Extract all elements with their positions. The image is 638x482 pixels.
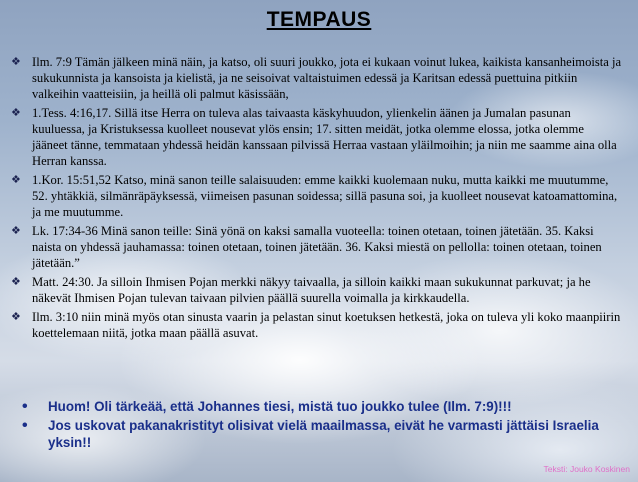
note-list: [22, 398, 612, 453]
note-text: Huom! Oli tärkeää, että Johannes tiesi, mistä tuo joukko tulee (Ilm. 7:9)!!!: [48, 399, 512, 414]
verse-text: Ilm. 7:9 Tämän jälkeen minä näin, ja katso, oli suuri joukko, jota ei kukaan voinut lukea, kaikista kansanheimoista ja sukukunnista ja kansoista ja kielistä, ja ne seisoivat valtaistuimen edessä ja Karitsan edessä puettuina pitkiin valkeihin vaatteisiin, ja heillä oli palmut käsissään,: [32, 55, 622, 101]
author-credit: Teksti: Jouko Koskinen: [543, 464, 630, 474]
verse-list: [10, 54, 622, 344]
verse-item: [10, 274, 622, 306]
verse-item: [10, 172, 622, 220]
diamond-bullet-icon: ❖: [11, 311, 21, 323]
verse-text: 1.Kor. 15:51,52 Katso, minä sanon teille salaisuuden: emme kaikki kuolemaan nuku, mutta kaikki me muutumme, 52. yhtäkkiä, silmänräpäyksessä, viimeisen pasunan soidessa; sillä pasuna soi, ja kuolleet nousevat katoamattomina, ja me muutumme.: [32, 173, 618, 219]
note-item: [22, 398, 612, 415]
dot-bullet-icon: •: [22, 398, 28, 415]
verse-item: [10, 54, 622, 102]
diamond-bullet-icon: ❖: [11, 174, 21, 186]
verse-text: 1.Tess. 4:16,17. Sillä itse Herra on tuleva alas taivaasta käskyhuudon, ylienkelin äänen ja Jumalan pasunan kuuluessa, ja Kristuksessa kuolleet nousevat ylös ensin; 17. sitten meidät, jotka olemme elossa, jotka olemme jääneet tänne, temmataan yhdessä heidän kanssaan pilvissä Herraa vastaan yläilmoihin; ja niin me saamme aina olla Herran kanssa.: [32, 106, 617, 168]
diamond-bullet-icon: ❖: [11, 107, 21, 119]
verse-item: [10, 309, 622, 341]
verse-item: [10, 105, 622, 169]
diamond-bullet-icon: ❖: [11, 56, 21, 68]
verse-text: Lk. 17:34-36 Minä sanon teille: Sinä yönä on kaksi samalla vuoteella: toinen otetaan, toinen jätetään. 35. Kaksi naista on yhdessä jauhamassa: toinen otetaan, toinen jätetään. 36. Kaksi miestä on pellolla: toinen otetaan, toinen jätetään.”: [32, 224, 602, 270]
note-text: Jos uskovat pakanakristityt olisivat vielä maailmassa, eivät he varmasti jättäisi Israelia yksin!!: [48, 418, 599, 450]
dot-bullet-icon: •: [22, 417, 28, 434]
diamond-bullet-icon: ❖: [11, 276, 21, 288]
diamond-bullet-icon: ❖: [11, 225, 21, 237]
verse-text: Matt. 24:30. Ja silloin Ihmisen Pojan merkki näkyy taivaalla, ja silloin kaikki maan sukukunnat parkuvat; ja he näkevät Ihmisen Pojan tulevan taivaan pilvien päällä suurella voimalla ja kirkkaudella.: [32, 275, 591, 305]
verse-text: Ilm. 3:10 niin minä myös otan sinusta vaarin ja pelastan sinut koetuksen hetkestä, joka on tuleva yli koko maanpiirin koettelemaan niitä, jotka maan päällä asuvat.: [32, 310, 621, 340]
slide-title: TEMPAUS: [266, 8, 372, 31]
note-item: [22, 417, 612, 451]
verse-item: [10, 223, 622, 271]
